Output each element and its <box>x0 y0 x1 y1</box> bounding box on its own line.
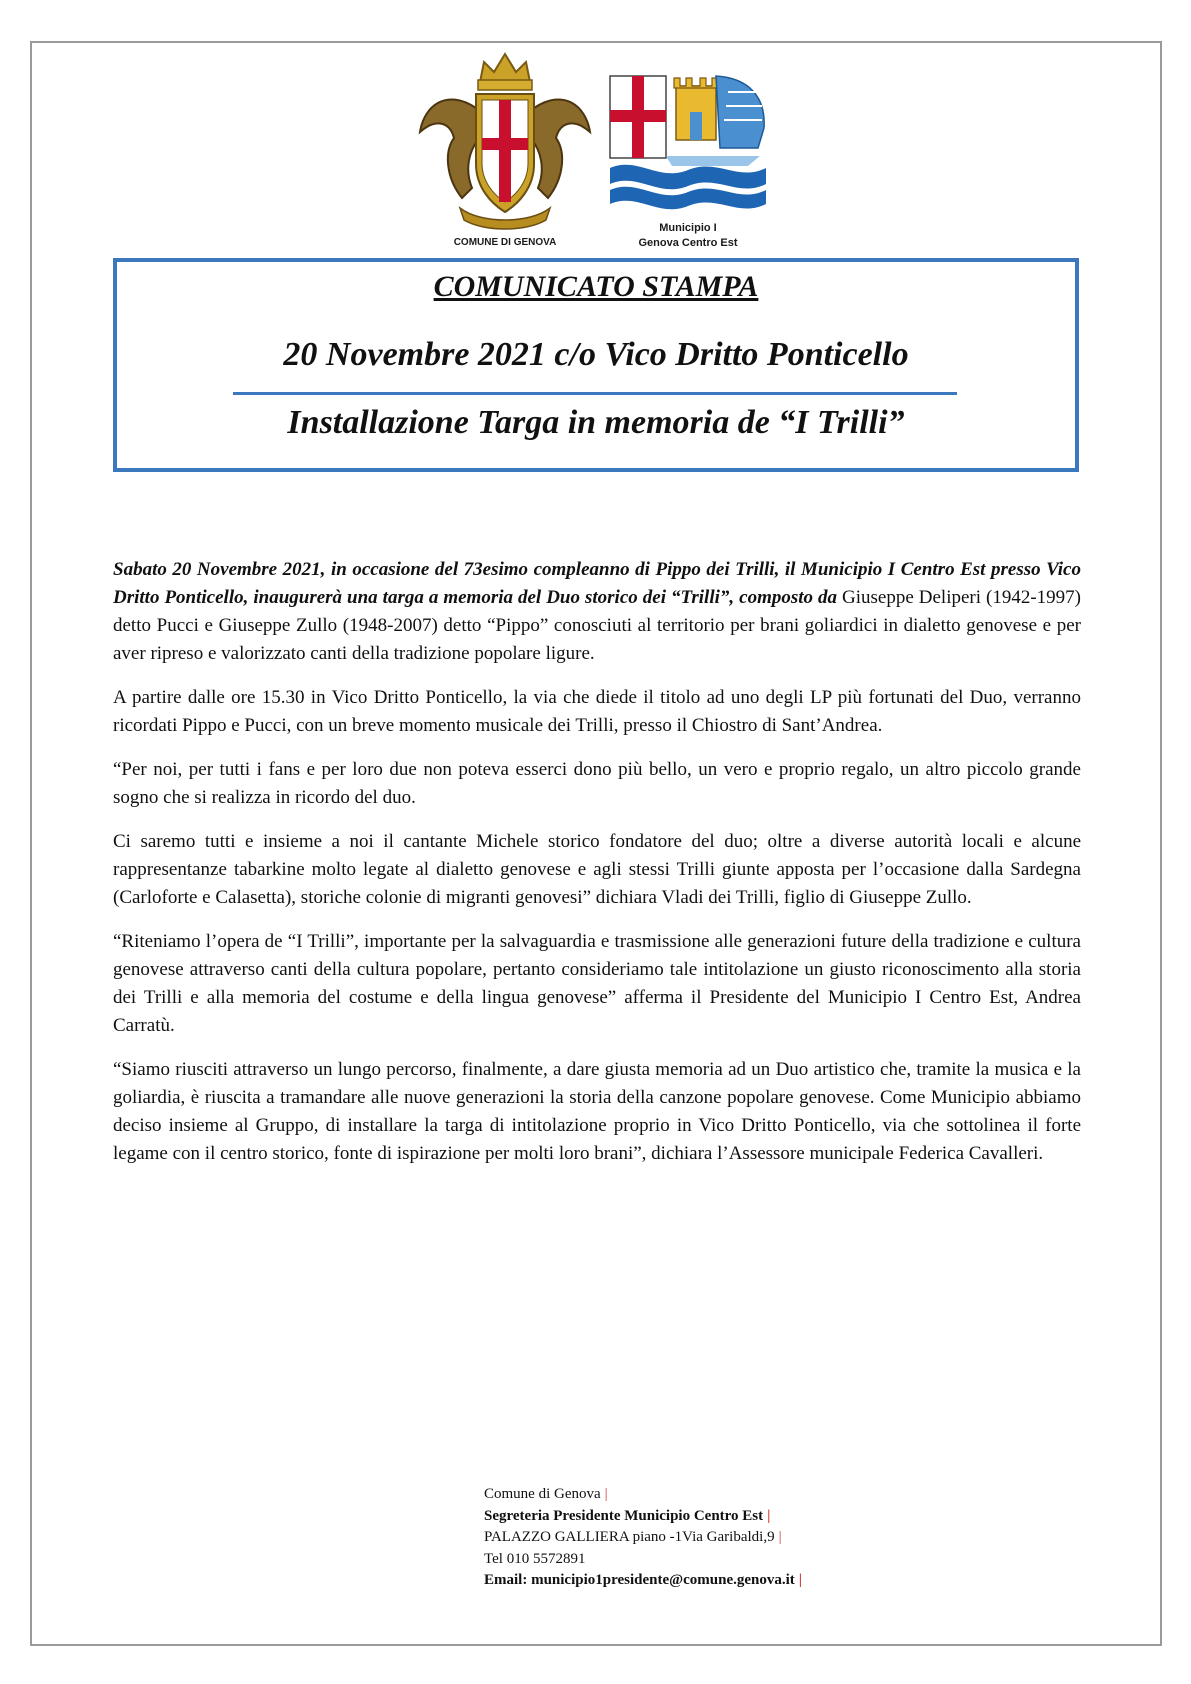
footer-email[interactable]: Email: municipio1presidente@comune.genova.it <box>484 1572 795 1588</box>
lead-continuation: Giuseppe Deliperi (1942-1997) detto Pucci e Giuseppe Zullo (1948-2007) detto “Pippo” conosciuti al territorio per brani goliardici in dialetto genovese e per aver ripreso e valorizzato canti della tradizione popolare ligure. <box>113 587 1081 664</box>
press-release-label: COMUNICATO STAMPA <box>433 270 759 303</box>
footer-line-4 <box>484 1549 802 1571</box>
body-paragraph-1 <box>113 556 1081 668</box>
logo-row <box>0 48 1191 253</box>
footer-line-5 <box>484 1570 802 1592</box>
municipio-emblem-icon <box>608 72 768 220</box>
footer-phone: Tel 010 5572891 <box>484 1550 586 1567</box>
lead-text: Sabato 20 Novembre 2021, in occasione del 73esimo compleanno di Pippo dei Trilli, il Municipio I Centro Est presso Vico Dritto Ponticello, inaugurerà una targa a memoria del Duo storico dei “Trilli”, composto da <box>113 559 1081 608</box>
footer-line-1 <box>484 1484 802 1506</box>
press-release-title: Installazione Targa in memoria de “I Trilli” <box>287 404 905 441</box>
municipio-caption-line2: Genova Centro Est <box>638 237 738 249</box>
press-release-header-box <box>113 258 1079 472</box>
footer-office: Segreteria Presidente Municipio Centro Est <box>484 1507 764 1524</box>
body-paragraph-6: “Siamo riusciti attraverso un lungo percorso, finalmente, a dare giusta memoria ad un Duo artistico che, tramite la musica e la goliardia, è riuscita a tramandare alle nuove generazioni la storia della canzone popolare genovese. Come Municipio abbiamo deciso insieme al Gruppo, di installare la targa di intitolazione proprio in Vico Dritto Ponticello, via che sottolinea il forte legame con il centro storico, fonte di ispirazione per molti loro brani”, dichiara l’Assessore municipale Federica Cavalleri. <box>113 1059 1081 1164</box>
footer-separator: | <box>604 1486 608 1502</box>
press-release-body <box>113 556 1081 1184</box>
body-paragraph-3: “Per noi, per tutti i fans e per loro due non poteva esserci dono più bello, un vero e proprio regalo, un altro piccolo grande sogno che si realizza in ricordo del duo. <box>113 759 1081 808</box>
contact-footer <box>484 1484 802 1592</box>
body-paragraph-4: Ci saremo tutti e insieme a noi il cantante Michele storico fondatore del duo; oltre a diverse autorità locali e alcune rappresentanze tabarkine molto legate al dialetto genovese e agli stessi Trilli giunte apposta per l’occasione dalla Sardegna (Carloforte e Calasetta), storiche colonie di migranti genovesi” dichiara Vladi dei Trilli, figlio di Giuseppe Zullo. <box>113 831 1081 908</box>
body-paragraph-2: A partire dalle ore 15.30 in Vico Dritto Ponticello, la via che diede il titolo ad uno degli LP più fortunati del Duo, verranno ricordati Pippo e Pucci, con un breve momento musicale dei Trilli, presso il Chiostro di Sant’Andrea. <box>113 687 1081 736</box>
footer-address: PALAZZO GALLIERA piano -1Via Garibaldi,9 <box>484 1529 775 1545</box>
body-paragraph-5: “Riteniamo l’opera de “I Trilli”, importante per la salvaguardia e trasmissione alle generazioni future della tradizione e cultura genovese attraverso canti della cultura popolare, pertanto consideriamo tale intitolazione un giusto riconoscimento alla storia dei Trilli e alla memoria del costume e della lingua genovese” afferma il Presidente del Municipio I Centro Est, Andrea Carratù. <box>113 931 1081 1036</box>
footer-line-2 <box>484 1506 802 1528</box>
genova-coat-of-arms-icon <box>410 48 600 234</box>
footer-line-3 <box>484 1527 802 1549</box>
footer-separator: | <box>798 1572 803 1588</box>
comune-di-genova-logo <box>410 48 600 253</box>
footer-separator: | <box>767 1507 771 1524</box>
footer-separator: | <box>778 1529 782 1545</box>
header-divider <box>233 392 957 395</box>
municipio-logo <box>608 72 768 253</box>
municipio-caption-line1: Municipio I <box>659 222 717 234</box>
genova-logo-caption: COMUNE DI GENOVA <box>453 237 557 248</box>
footer-organization: Comune di Genova <box>484 1486 601 1502</box>
event-date-place: 20 Novembre 2021 c/o Vico Dritto Ponticello <box>283 336 909 373</box>
